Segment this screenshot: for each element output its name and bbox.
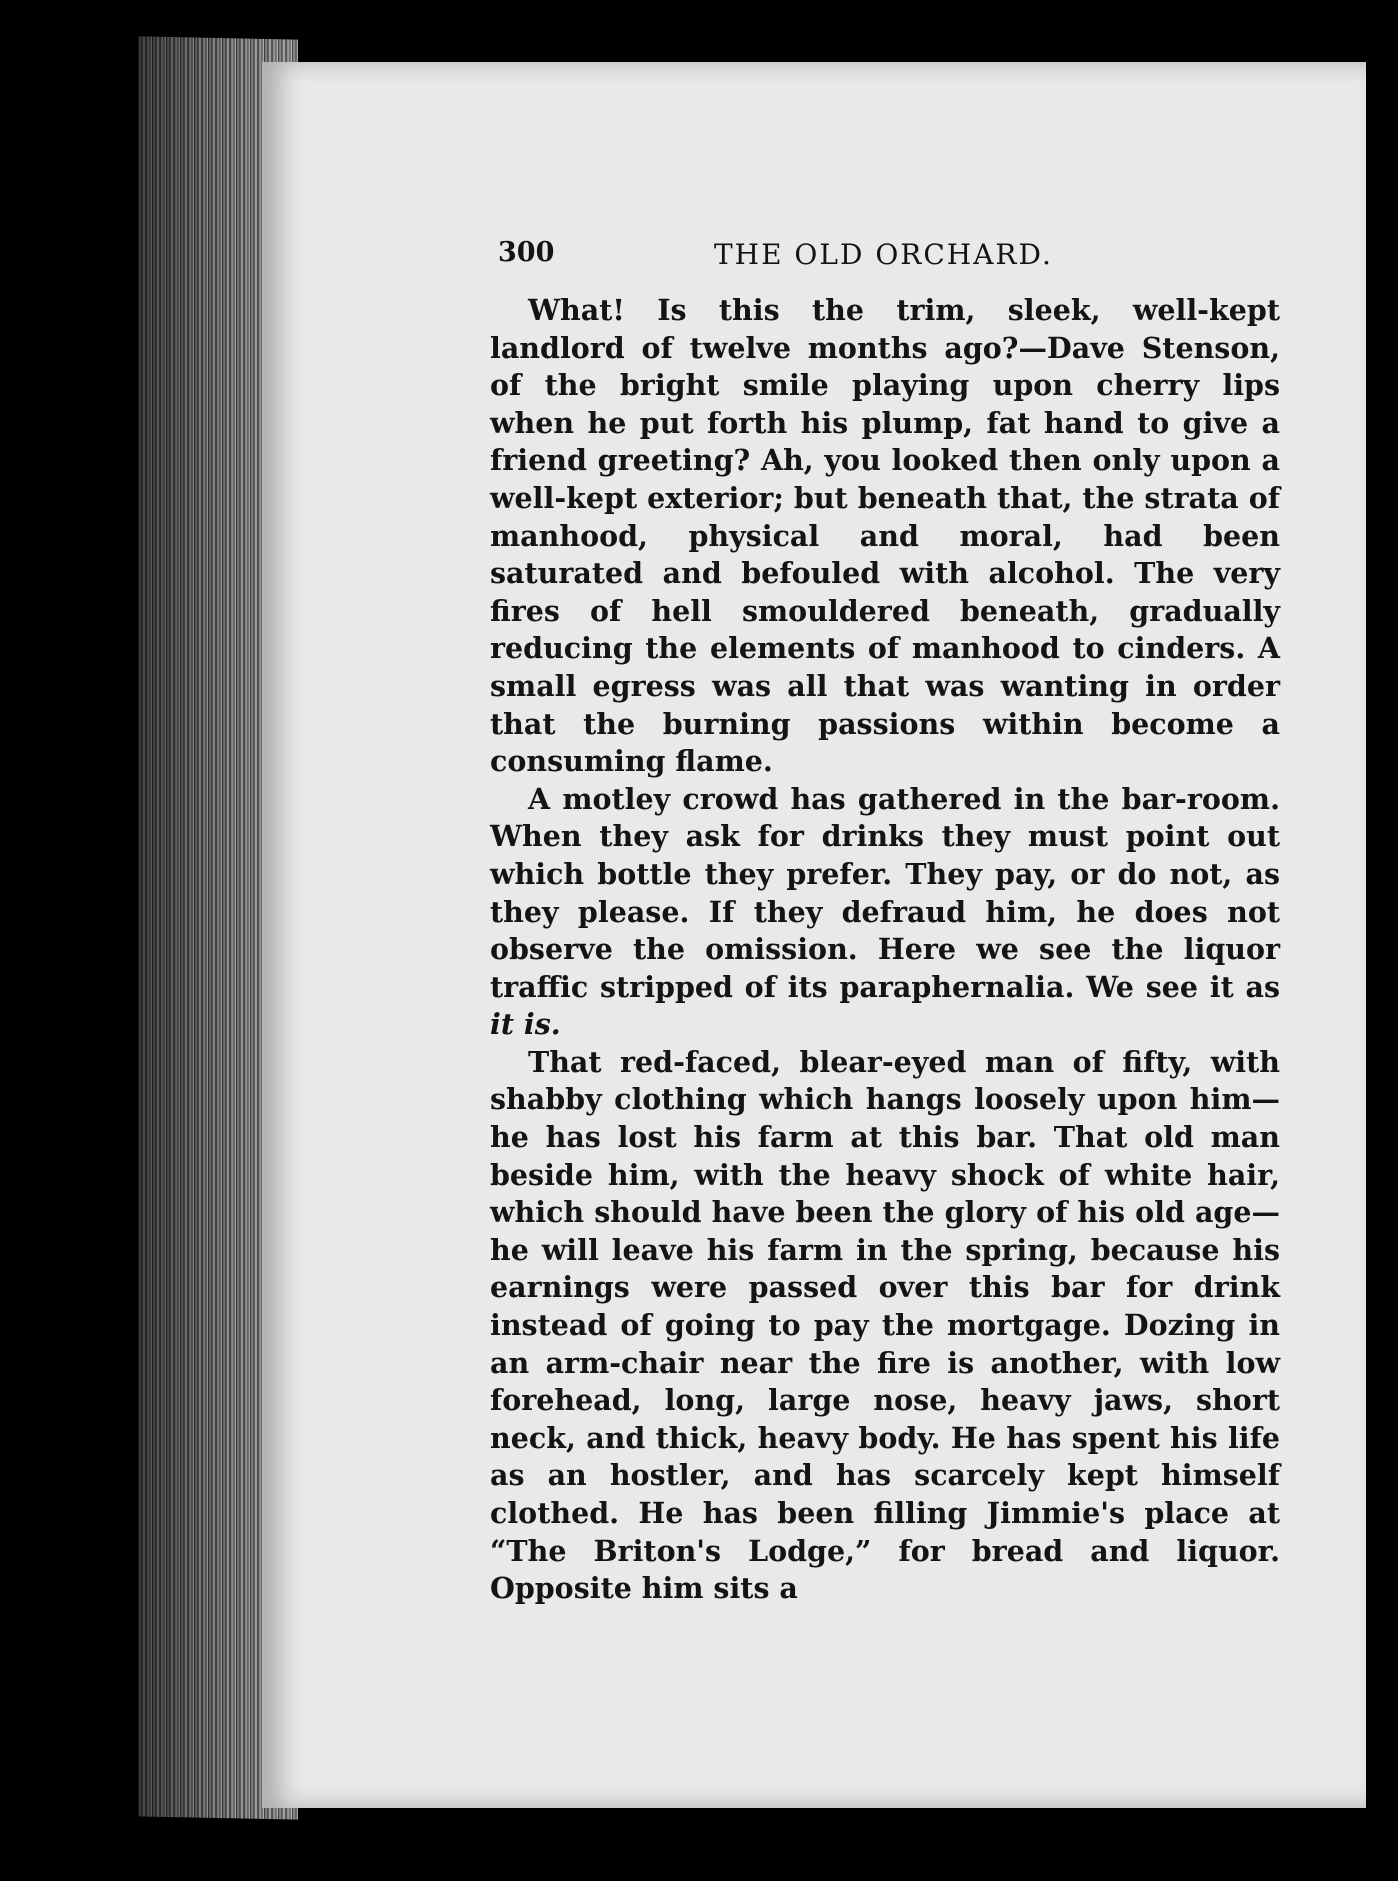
paragraph-2-text: A motley crowd has gathered in the bar-room. When they ask for drinks they must point out which bottle they prefer. They pay, or do not, as they please. If they defraud him, he does not observe the omission. Here we see the liquor traffic stripped of its paraphernalia. We see it as <box>490 781 1280 1004</box>
running-head <box>490 228 1280 292</box>
paragraph-3: That red-faced, blear-eyed man of fifty, with shabby clothing which hangs loosely upon him—he has lost his farm at this bar. That old man beside him, with the heavy shock of white hair, which should have been the glory of his old age—he will leave his farm in the spring, because his earnings were passed over this bar for drink instead of going to pay the mortgage. Dozing in an arm-chair near the fire is another, with low forehead, long, large nose, heavy jaws, short neck, and thick, heavy body. He has spent his life as an hostler, and has scarcely kept himself clothed. He has been filling Jimmie's place at “The Briton's Lodge,” for bread and liquor. Opposite him sits a <box>490 1044 1280 1606</box>
running-title: THE OLD ORCHARD. <box>714 238 1053 271</box>
paragraph-1: What! Is this the trim, sleek, well-kept landlord of twelve months ago?—Dave Stenson, of the bright smile playing upon cherry lips when he put forth his plump, fat hand to give a friend greeting? Ah, you looked then only upon a well-kept exterior; but beneath that, the strata of manhood, physical and moral, had been saturated and befouled with alcohol. The very fires of hell smouldered beneath, gradually reducing the elements of manhood to cinders. A small egress was all that was wanting in order that the burning passions within become a consuming flame. <box>490 293 1280 779</box>
paragraph-2-italic: it is. <box>490 1007 561 1042</box>
paragraph-2 <box>490 781 1280 1044</box>
page-text <box>490 228 1280 1608</box>
page-number: 300 <box>498 237 555 268</box>
